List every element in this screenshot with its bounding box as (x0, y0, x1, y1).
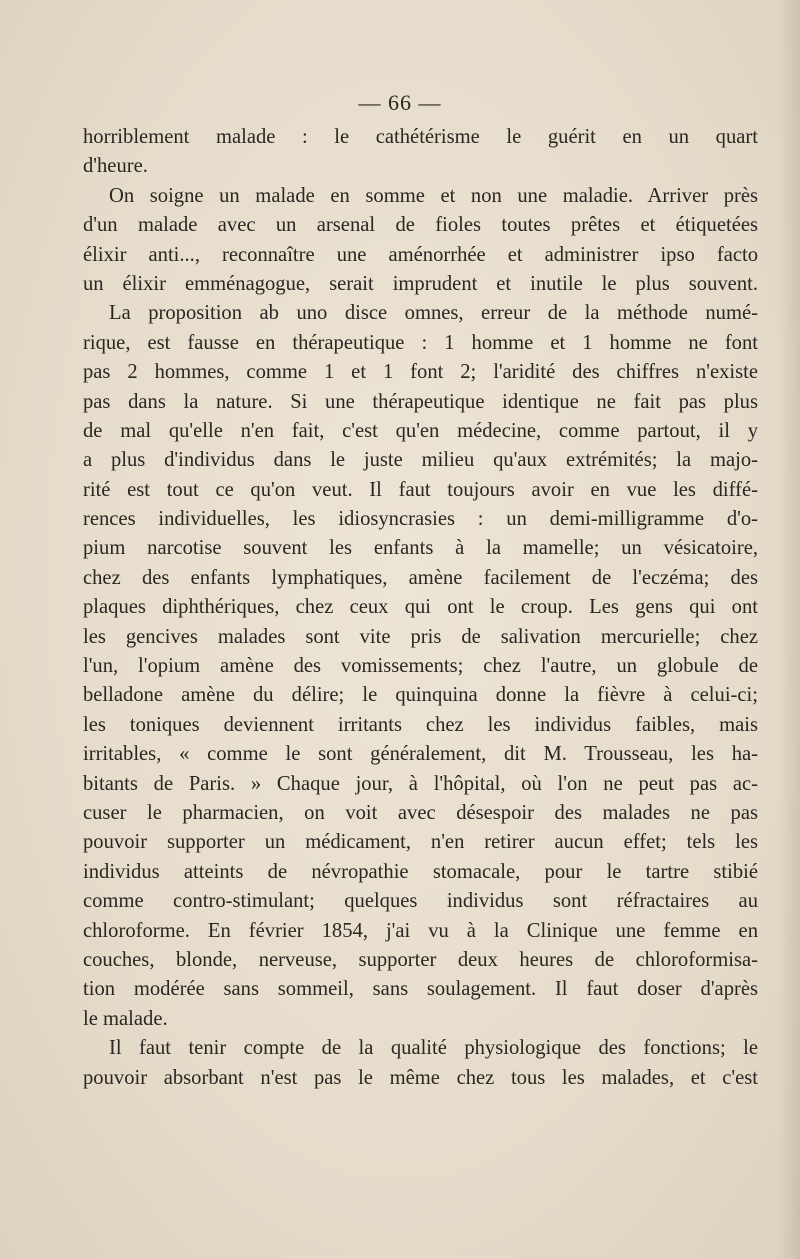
text-line: élixir anti..., reconnaître une aménorrhée et administrer ipso facto (83, 243, 758, 266)
text-line: cuser le pharmacien, on voit avec désespoir des malades ne pas (83, 801, 758, 824)
text-line: les toniques deviennent irritants chez les individus faibles, mais (83, 713, 758, 736)
text-line: plaques diphthériques, chez ceux qui ont le croup. Les gens qui ont (83, 596, 758, 619)
text-line: rences individuelles, les idiosyncrasies : un demi-milligramme d'o- (83, 508, 758, 531)
text-line: un élixir emménagogue, serait imprudent et inutile le plus souvent. (83, 272, 758, 295)
text-line: pas dans la nature. Si une thérapeutique identique ne fait pas plus (83, 390, 758, 413)
body-text (83, 123, 758, 1093)
text-line: le malade. (83, 1007, 168, 1030)
text-line: chez des enfants lymphatiques, amène facilement de l'eczéma; des (83, 566, 758, 589)
text-line: comme contro-stimulant; quelques individus sont réfractaires au (83, 890, 758, 913)
text-line: a plus d'individus dans le juste milieu qu'aux extrémités; la majo- (83, 449, 758, 472)
text-line: rique, est fausse en thérapeutique : 1 homme et 1 homme ne font (83, 331, 758, 354)
text-line: pouvoir absorbant n'est pas le même chez tous les malades, et c'est (83, 1066, 758, 1089)
text-line: l'un, l'opium amène des vomissements; chez l'autre, un globule de (83, 655, 758, 678)
text-line: bitants de Paris. » Chaque jour, à l'hôpital, où l'on ne peut pas ac- (83, 772, 758, 795)
text-line: de mal qu'elle n'en fait, c'est qu'en médecine, comme partout, il y (83, 419, 758, 442)
text-line: couches, blonde, nerveuse, supporter deux heures de chloroformisa- (83, 948, 758, 971)
text-line: pas 2 hommes, comme 1 et 1 font 2; l'aridité des chiffres n'existe (83, 361, 758, 384)
text-line: chloroforme. En février 1854, j'ai vu à la Clinique une femme en (83, 919, 758, 942)
text-line: tion modérée sans sommeil, sans soulagement. Il faut doser d'après (83, 978, 758, 1001)
text-line: d'un malade avec un arsenal de fioles toutes prêtes et étiquetées (83, 214, 758, 237)
text-line: individus atteints de névropathie stomacale, pour le tartre stibié (83, 860, 758, 883)
text-line: d'heure. (83, 155, 148, 178)
page-edge-shadow (778, 0, 800, 1259)
text-line: horriblement malade : le cathétérisme le guérit en un quart (83, 126, 758, 148)
text-line: On soigne un malade en somme et non une maladie. Arriver près (109, 184, 758, 207)
page-number: — 66 — (358, 90, 442, 115)
text-line: irritables, « comme le sont généralement, dit M. Trousseau, les ha- (83, 743, 758, 766)
text-line: La proposition ab uno disce omnes, erreur de la méthode numé- (109, 302, 758, 325)
text-line: rité est tout ce qu'on veut. Il faut toujours avoir en vue les diffé- (83, 478, 758, 501)
text-line: Il faut tenir compte de la qualité physiologique des fonctions; le (109, 1037, 758, 1060)
text-line: belladone amène du délire; le quinquina donne la fièvre à celui-ci; (83, 684, 758, 707)
text-line: pium narcotise souvent les enfants à la mamelle; un vésicatoire, (83, 537, 758, 560)
text-line: pouvoir supporter un médicament, n'en retirer aucun effet; tels les (83, 831, 758, 854)
text-line: les gencives malades sont vite pris de salivation mercurielle; chez (83, 625, 758, 648)
